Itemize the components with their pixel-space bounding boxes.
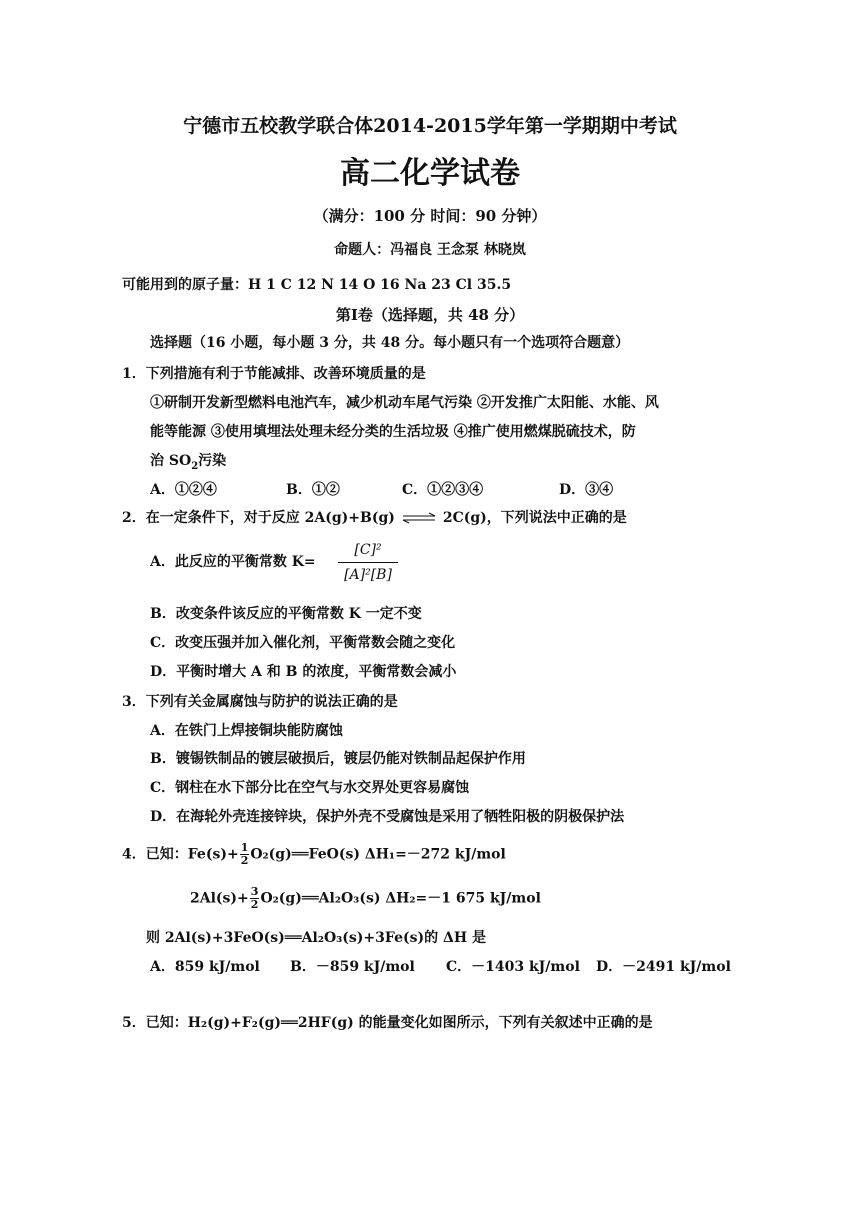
q2-stem-pre: 2．在一定条件下，对于反应 2A(g)+B(g) — [122, 510, 395, 526]
q4-option-d: D．－2491 kJ/mol — [596, 959, 731, 975]
q4-eq1 — [122, 842, 506, 867]
q1-stem: 1．下列措施有利于节能减排、改善环境质量的是 — [122, 366, 426, 382]
three-halves-fraction — [250, 886, 260, 911]
q3-stem: 3．下列有关金属腐蚀与防护的说法正确的是 — [122, 694, 398, 710]
q4-eq2 — [190, 886, 541, 911]
q3-option-b: B．镀锡铁制品的镀层破损后，镀层仍能对铁制品起保护作用 — [150, 751, 526, 767]
q1-line3-pre: 治 SO — [150, 453, 192, 469]
q3-option-d: D．在海轮外壳连接锌块，保护外壳不受腐蚀是采用了牺牲阳极的阴极保护法 — [150, 809, 625, 825]
q4-stem-pre: 4．已知：Fe(s)+ — [122, 846, 239, 863]
q4-option-c: C．－1403 kJ/mol — [446, 959, 580, 975]
score-time: （满分：100 分 时间：90 分钟） — [313, 207, 547, 225]
q1-option-d: D．③④ — [559, 482, 614, 498]
frac2-num: 3 — [250, 885, 259, 898]
q2-option-c: C．改变压强并加入催化剂，平衡常数会随之变化 — [150, 635, 456, 651]
q1-line3-sub: 2 — [191, 460, 199, 472]
q2-option-a: A．此反应的平衡常数 K= — [150, 554, 316, 570]
q3-option-c: C．钢柱在水下部分比在空气与水交界处更容易腐蚀 — [150, 780, 470, 796]
frac1-num: 1 — [240, 841, 249, 854]
q4-option-a: A．859 kJ/mol — [150, 959, 260, 975]
q2-stem-post: 2C(g)，下列说法中正确的是 — [442, 510, 627, 526]
authors: 命题人：冯福良 王念泵 林晓岚 — [334, 242, 526, 258]
equilibrium-constant-fraction — [338, 540, 398, 585]
fraction-bar — [338, 562, 398, 563]
q5-stem: 5．已知：H₂(g)+F₂(g)══2HF(g) 的能量变化如图所示，下列有关叙述中正确的是 — [122, 1015, 653, 1031]
q1-option-b: B．①② — [286, 482, 340, 498]
section-instructions: 选择题（16 小题，每小题 3 分，共 48 分。每小题只有一个选项符合题意） — [150, 335, 630, 351]
frac2-den: 2 — [250, 898, 259, 911]
q1-option-c: C．①②③④ — [402, 482, 484, 498]
q2-option-d: D．平衡时增大 A 和 B 的浓度，平衡常数会减小 — [150, 664, 457, 680]
q1-line2: 能等能源 ③使用填埋法处理未经分类的生活垃圾 ④推广使用燃煤脱硫技术，防 — [150, 424, 636, 440]
q4-eq2-post: O₂(g)══Al₂O₃(s) ΔH₂=－1 675 kJ/mol — [260, 890, 541, 907]
atomic-masses: 可能用到的原子量：H 1 C 12 N 14 O 16 Na 23 Cl 35.5 — [122, 277, 512, 293]
q4-question: 则 2Al(s)+3FeO(s)══Al₂O₃(s)+3Fe(s)的 ΔH 是 — [146, 930, 486, 946]
q4-eq1-post: O₂(g)══FeO(s) ΔH₁=－272 kJ/mol — [250, 846, 506, 863]
q1-line3 — [150, 451, 226, 477]
q1-line1: ①研制开发新型燃料电池汽车，减少机动车尾气污染 ②开发推广太阳能、水能、风 — [150, 395, 659, 411]
k-denominator: [A]²[B] — [344, 567, 392, 583]
exam-title: 宁德市五校教学联合体2014-2015学年第一学期期中考试 — [183, 115, 677, 137]
section-title: 第Ⅰ卷（选择题，共 48 分） — [335, 306, 525, 324]
one-half-fraction — [240, 842, 250, 867]
q2-option-b: B．改变条件该反应的平衡常数 K 一定不变 — [150, 606, 422, 622]
q1-line3-post: 污染 — [198, 453, 227, 469]
k-numerator: [C]² — [354, 542, 382, 558]
q4-eq2-pre: 2Al(s)+ — [190, 890, 249, 907]
equilibrium-arrow-icon — [401, 512, 437, 524]
q4-option-b: B．－859 kJ/mol — [290, 959, 415, 975]
subject-title: 高二化学试卷 — [340, 156, 520, 191]
q1-option-a: A．①②④ — [150, 482, 217, 498]
q3-option-a: A．在铁门上焊接铜块能防腐蚀 — [150, 723, 343, 739]
q2-stem — [122, 508, 627, 528]
frac1-den: 2 — [240, 854, 249, 867]
